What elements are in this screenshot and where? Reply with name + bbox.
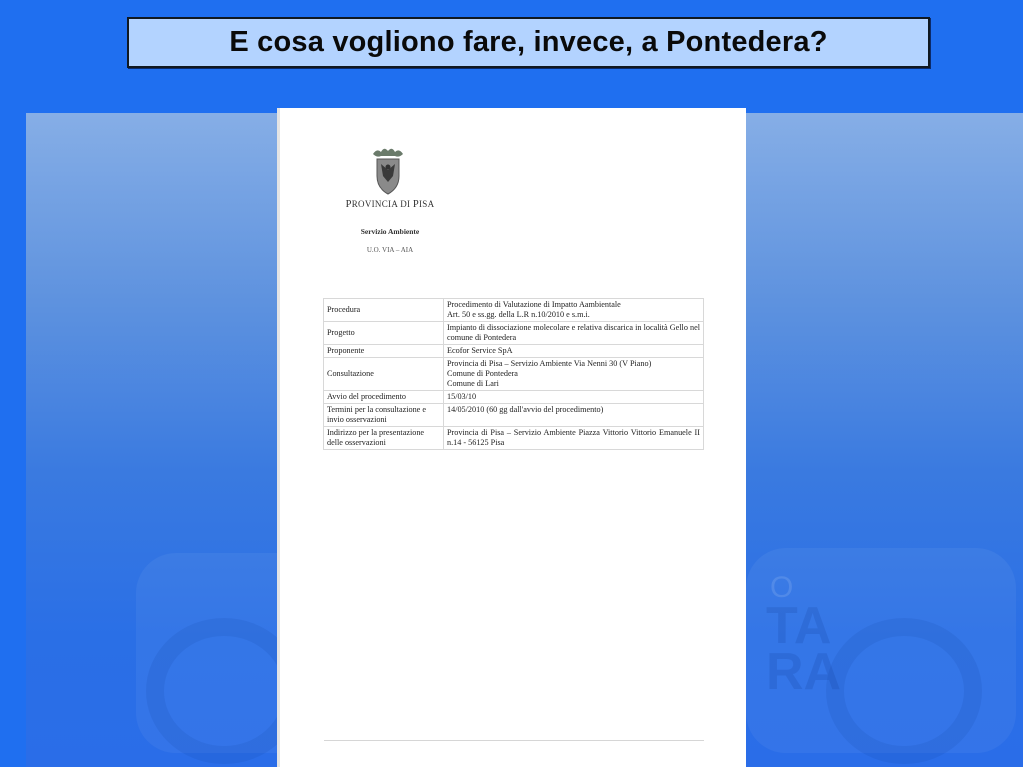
- row-label: Procedura: [324, 299, 444, 322]
- row-label: Indirizzo per la presentazione delle osservazioni: [324, 427, 444, 450]
- row-value: Provincia di Pisa – Servizio Ambiente Piazza Vittorio Vittorio Emanuele II n.14 - 56125 Pisa: [444, 427, 704, 450]
- organization-name: PROVINCIA DI PISA: [345, 199, 435, 210]
- table-row: [324, 345, 704, 358]
- slide-title: E cosa vogliono fare, invece, a Pontedera?: [229, 26, 828, 58]
- row-value: Ecofor Service SpA: [444, 345, 704, 358]
- table-row: [324, 358, 704, 391]
- watermark-letter: O: [770, 571, 794, 604]
- footer-divider: [324, 740, 704, 741]
- province-emblem-icon: [369, 146, 407, 196]
- row-value: Impianto di dissociazione molecolare e relativa discarica in località Gello nel comune di Pontedera: [444, 322, 704, 345]
- slide-title-box: [127, 17, 930, 68]
- table-row: [324, 299, 704, 322]
- row-value: 15/03/10: [444, 391, 704, 404]
- row-label: Termini per la consultazione e invio osservazioni: [324, 404, 444, 427]
- procedure-table: [323, 298, 704, 450]
- row-label: Proponente: [324, 345, 444, 358]
- row-label: Progetto: [324, 322, 444, 345]
- row-value: Procedimento di Valutazione di Impatto Aambientale Art. 50 e ss.gg. della L.R n.10/2010 e s.m.i.: [444, 299, 704, 322]
- row-value: 14/05/2010 (60 gg dall'avvio del procedimento): [444, 404, 704, 427]
- row-value: Provincia di Pisa – Servizio Ambiente Via Nenni 30 (V Piano) Comune di Pontedera Comune di Lari: [444, 358, 704, 391]
- document-page: [277, 108, 746, 767]
- watermark-logo-icon: [826, 618, 982, 764]
- row-label: Avvio del procedimento: [324, 391, 444, 404]
- table-row: [324, 322, 704, 345]
- service-name: Servizio Ambiente: [360, 227, 420, 236]
- table-row: [324, 404, 704, 427]
- table-row: [324, 391, 704, 404]
- row-label: Consultazione: [324, 358, 444, 391]
- table-row: [324, 427, 704, 450]
- unit-name: U.O. VIA – AIA: [366, 246, 414, 254]
- watermark-text: TA RA: [766, 597, 842, 701]
